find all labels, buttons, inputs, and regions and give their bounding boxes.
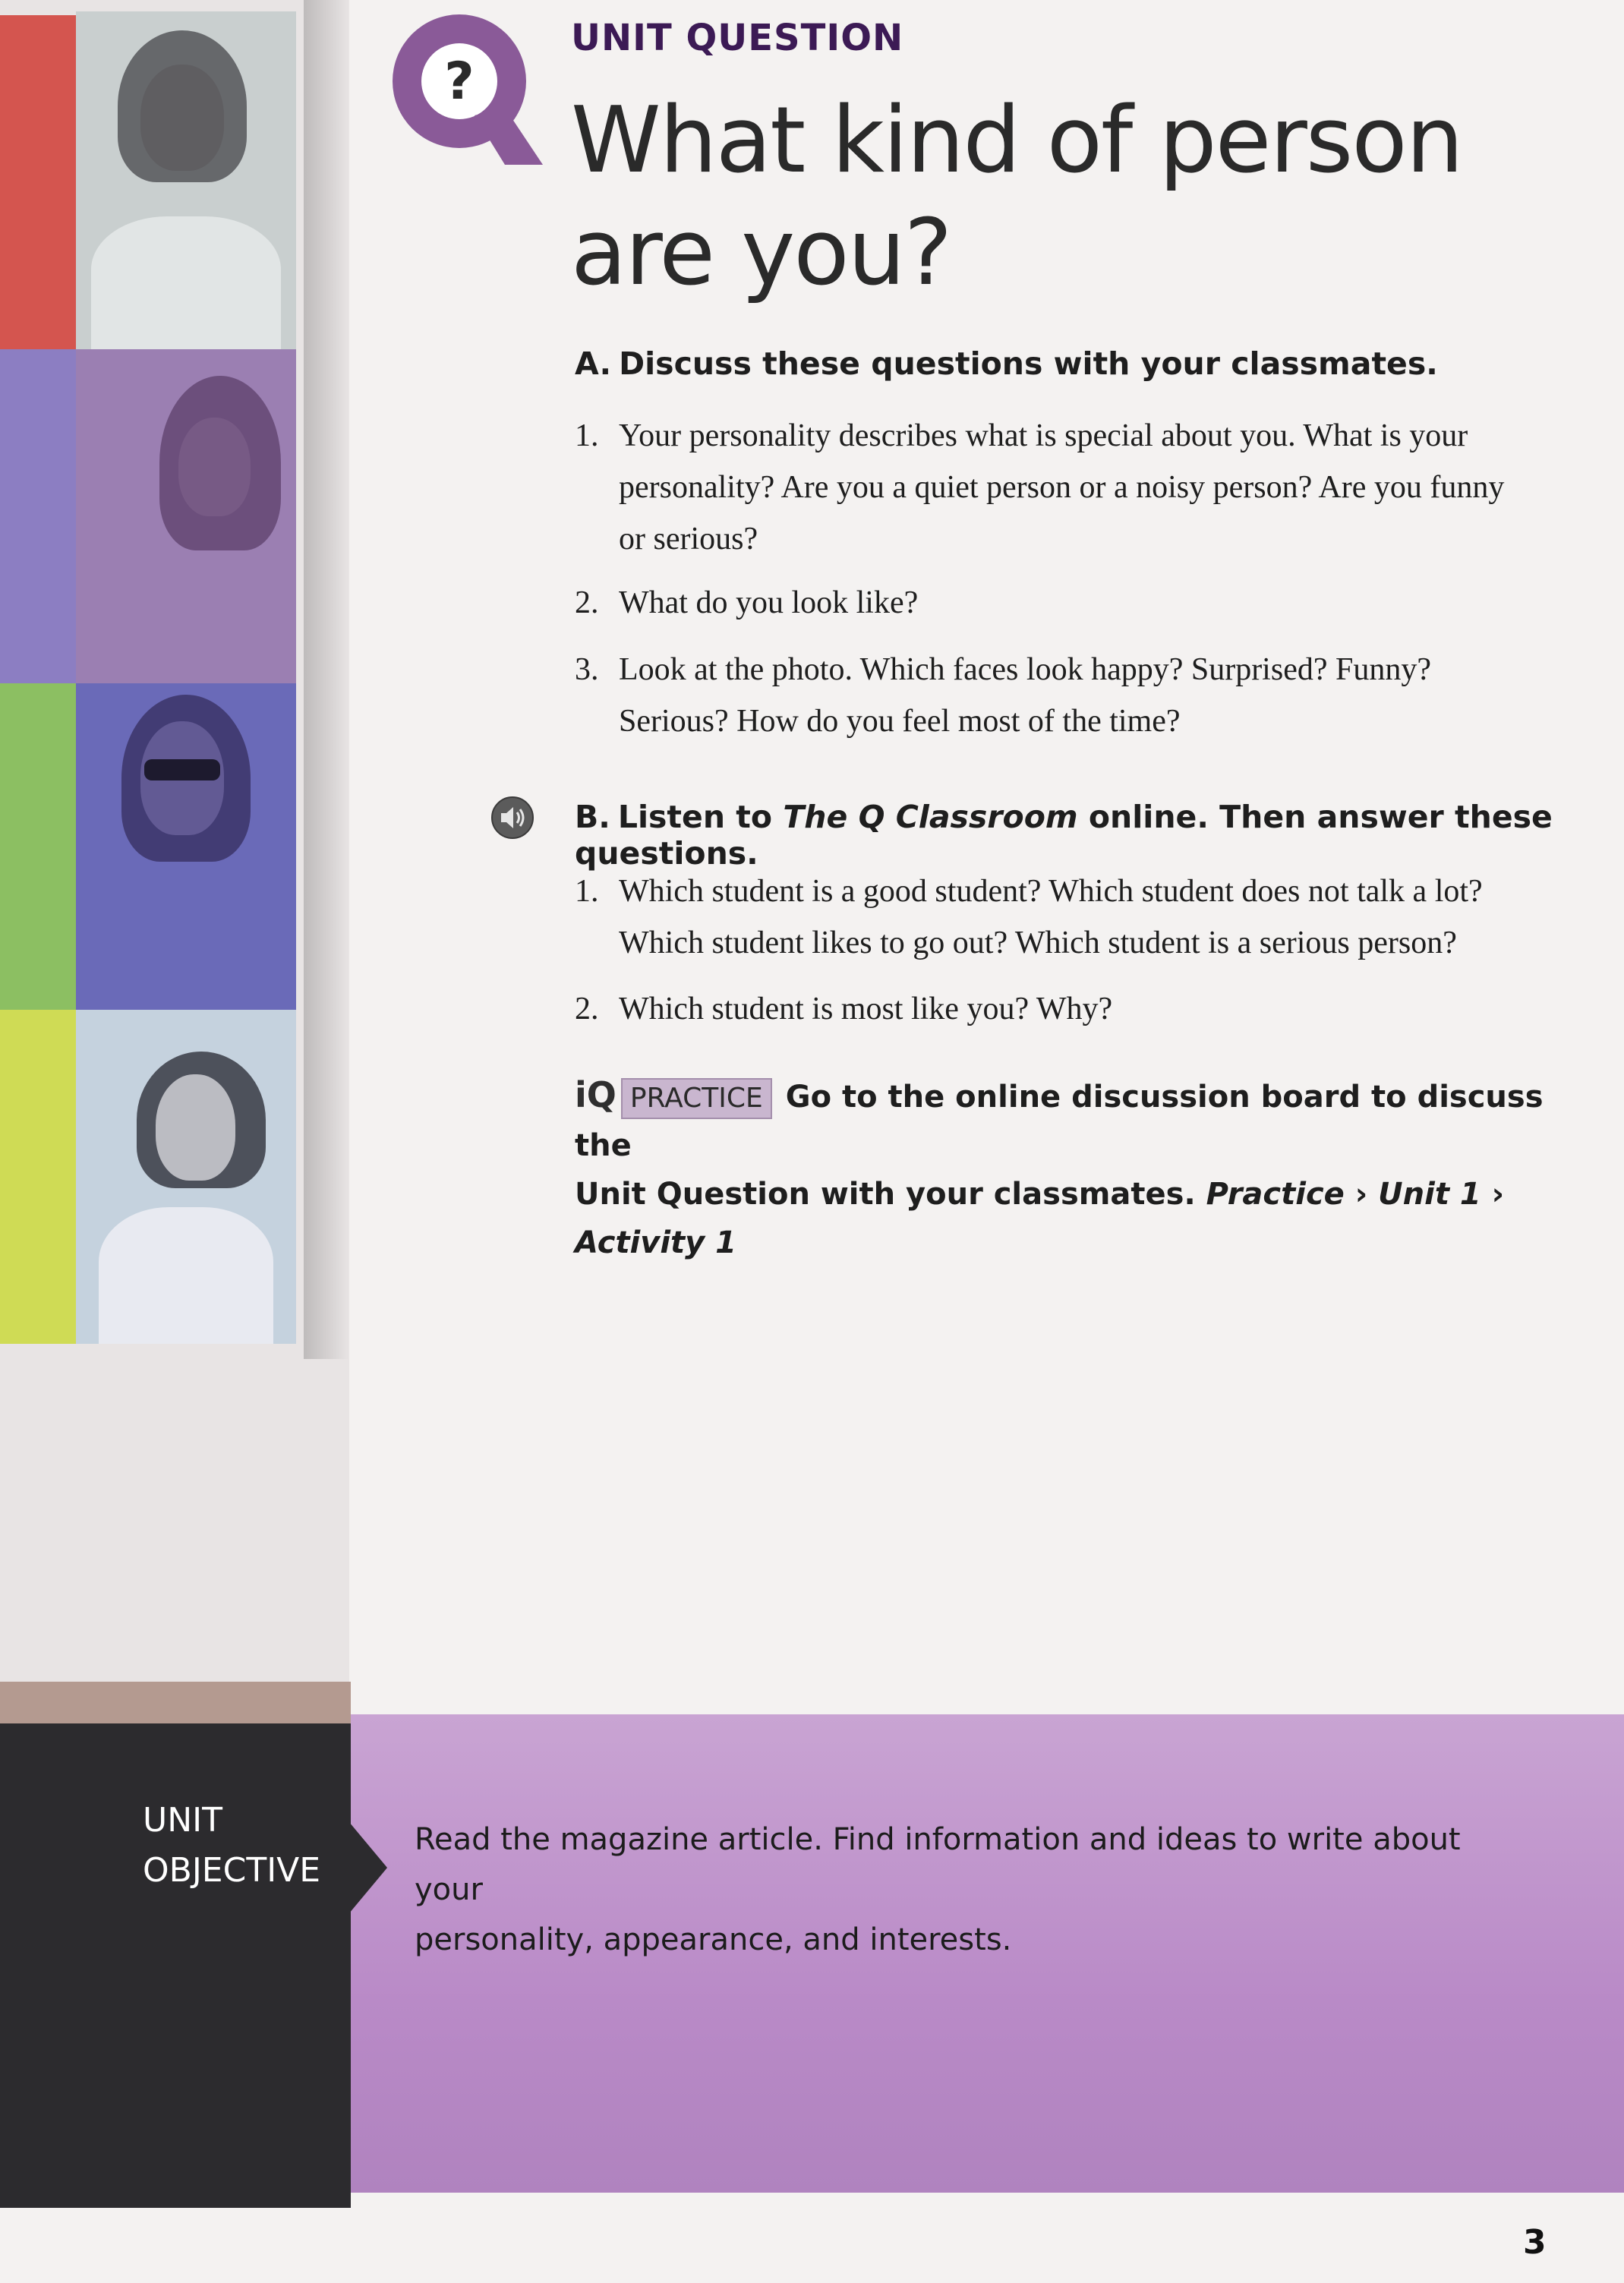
section-b-heading: B. Listen to The Q Classroom online. Then answer these questions. [575, 799, 1553, 872]
photo-panel-violet-portrait [76, 349, 296, 683]
pop-art-photo-strip [0, 0, 349, 1693]
svg-text:?: ? [444, 52, 475, 112]
iq-badge: iQ [575, 1074, 616, 1115]
section-a-heading: A. Discuss these questions with your classmates. [575, 345, 1438, 382]
question-a2: 2. What do you look like? [575, 585, 919, 620]
audio-speaker-icon[interactable] [490, 796, 535, 840]
photo-panel-green [0, 683, 76, 1010]
objective-arrow [349, 1822, 387, 1913]
breadcrumb-separator: › [1354, 1177, 1368, 1212]
title-line-1: What kind of person [571, 88, 1462, 194]
practice-link[interactable]: Practice [1206, 1177, 1345, 1212]
photo-panel-pale-blue-portrait [76, 1010, 296, 1344]
practice-tag[interactable]: PRACTICE [621, 1078, 772, 1119]
iq-practice-activity: iQ PRACTICE Go to the online discussion board to discuss the Unit Question with your classmates. Practice › Unit 1 › Activity 1 [575, 1071, 1562, 1267]
page-number: 3 [1523, 2223, 1547, 2262]
photo-edge-band [0, 1682, 351, 1723]
question-b1: 1. Which student is a good student? Which student does not talk a lot? Which student likes to go out? Which student is a serious person? [575, 874, 1483, 960]
question-a3: 3. Look at the photo. Which faces look happy? Surprised? Funny? Serious? How do you feel most of the time? [575, 652, 1431, 739]
photo-panel-grey-portrait [76, 11, 296, 349]
unit-question-label: UNIT QUESTION [571, 17, 904, 59]
unit-objective-text: Read the magazine article. Find information and ideas to write about your personality, appearance, and interests. [415, 1822, 1461, 1957]
title-line-2: are you? [571, 200, 951, 306]
photo-panel-red [0, 15, 76, 349]
photo-panel-lavender [0, 349, 76, 683]
question-b2: 2. Which student is most like you? Why? [575, 992, 1113, 1026]
question-a1: 1. Your personality describes what is special about you. What is your personality? Are you a quiet person or a noisy person? Are you funny or serious? [575, 418, 1505, 557]
photo-panel-blue-portrait [76, 683, 296, 1010]
breadcrumb-separator: › [1491, 1177, 1505, 1212]
unit-link[interactable]: Unit 1 [1378, 1177, 1481, 1212]
unit-objective-label: UNIT OBJECTIVE [143, 1801, 321, 1890]
photo-panel-yellow [0, 1010, 76, 1344]
activity-link[interactable]: Activity 1 [575, 1225, 737, 1260]
page-title [571, 85, 1558, 310]
q-logo-icon [383, 9, 543, 169]
